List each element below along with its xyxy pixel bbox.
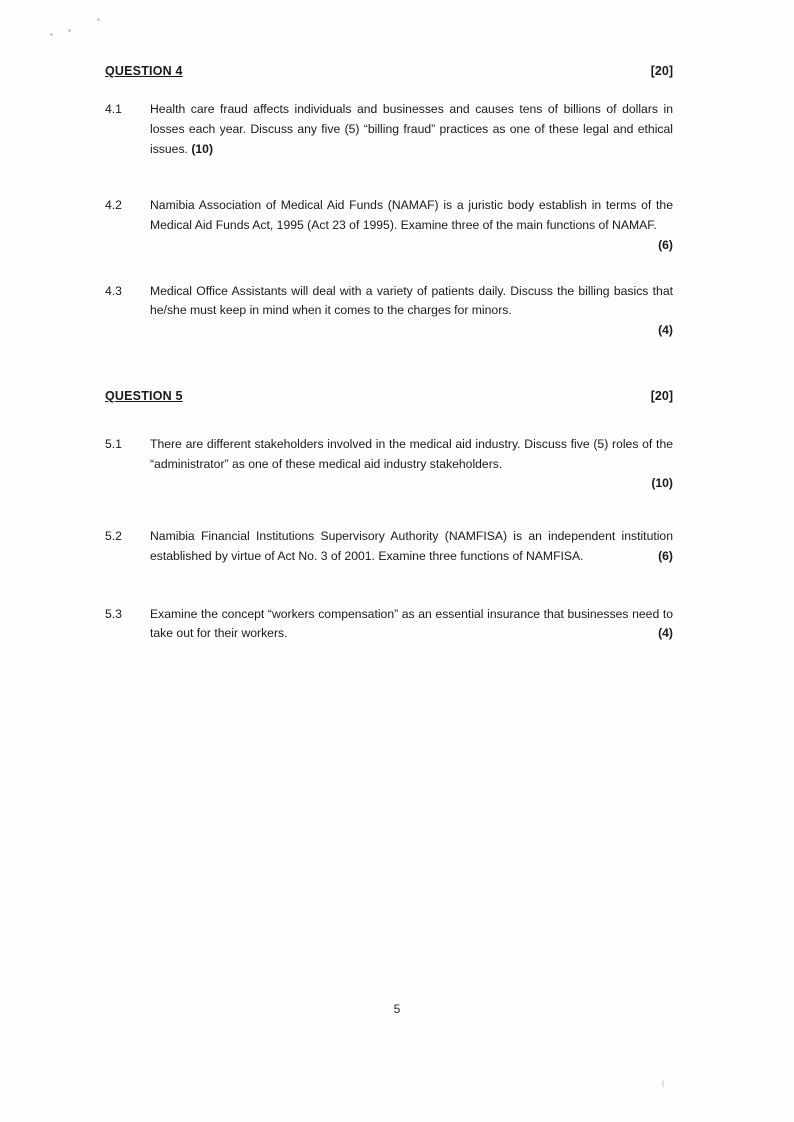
question-item-5-3 [105,605,673,645]
question-5-header [105,389,673,403]
item-body [150,605,673,645]
item-body [150,282,673,341]
question-item-4-2 [105,196,673,255]
item-number: 4.2 [105,198,122,213]
item-number: 5.1 [105,436,122,451]
document-content [105,64,673,644]
question-5-title: QUESTION 5 [105,388,183,403]
item-body [150,196,673,255]
question-item-5-2 [105,527,673,567]
item-body [150,100,673,159]
question-4-header [105,64,673,78]
item-body [150,527,673,567]
item-text: Medical Office Assistants will deal with a variety of patients daily. Discuss the billing basics that he/she must keep in mind when it comes to the charges for minors. [150,283,673,318]
item-marks: (6) [658,548,673,563]
item-number: 4.3 [105,283,122,298]
item-marks: (4) [658,626,673,641]
item-body [150,435,673,494]
item-marks: (4) [658,323,673,338]
scan-speck-icon [97,18,100,21]
scan-speck-icon [68,29,71,32]
question-5-total-marks: [20] [650,388,673,403]
item-text: Health care fraud affects individuals and businesses and causes tens of billions of dollars in losses each year. Discuss any five (5) “billing fraud” practices as one of these legal and ethical issues. [150,102,673,156]
item-number: 5.2 [105,529,122,544]
scan-speck-icon [50,33,53,36]
item-marks: (10) [651,476,673,491]
question-item-4-1 [105,100,673,159]
question-item-4-3 [105,282,673,341]
item-text: Examine the concept “workers compensation” as an essential insurance that businesses need to take out for their workers. [150,606,673,641]
item-text: There are different stakeholders involved in the medical aid industry. Discuss five (5) roles of the “administrator” as one of these medical aid industry stakeholders. [150,436,673,471]
item-number: 4.1 [105,102,122,116]
page-number: 5 [393,1002,401,1016]
item-marks: (10) [191,141,214,156]
item-text: Namibia Financial Institutions Supervisory Authority (NAMFISA) is an independent institution established by virtue of Act No. 3 of 2001. Examine three functions of NAMFISA. [150,529,673,563]
question-4-title: QUESTION 4 [105,64,183,78]
scan-speck-icon [662,1079,664,1088]
item-number: 5.3 [105,606,122,621]
item-marks: (6) [658,237,673,252]
question-4-total-marks: [20] [650,64,673,78]
item-text: Namibia Association of Medical Aid Funds (NAMAF) is a juristic body establish in terms of the Medical Aid Funds Act, 1995 (Act 23 of 1995). Examine three of the main functions of NAMAF. [150,198,673,233]
question-item-5-1 [105,435,673,494]
